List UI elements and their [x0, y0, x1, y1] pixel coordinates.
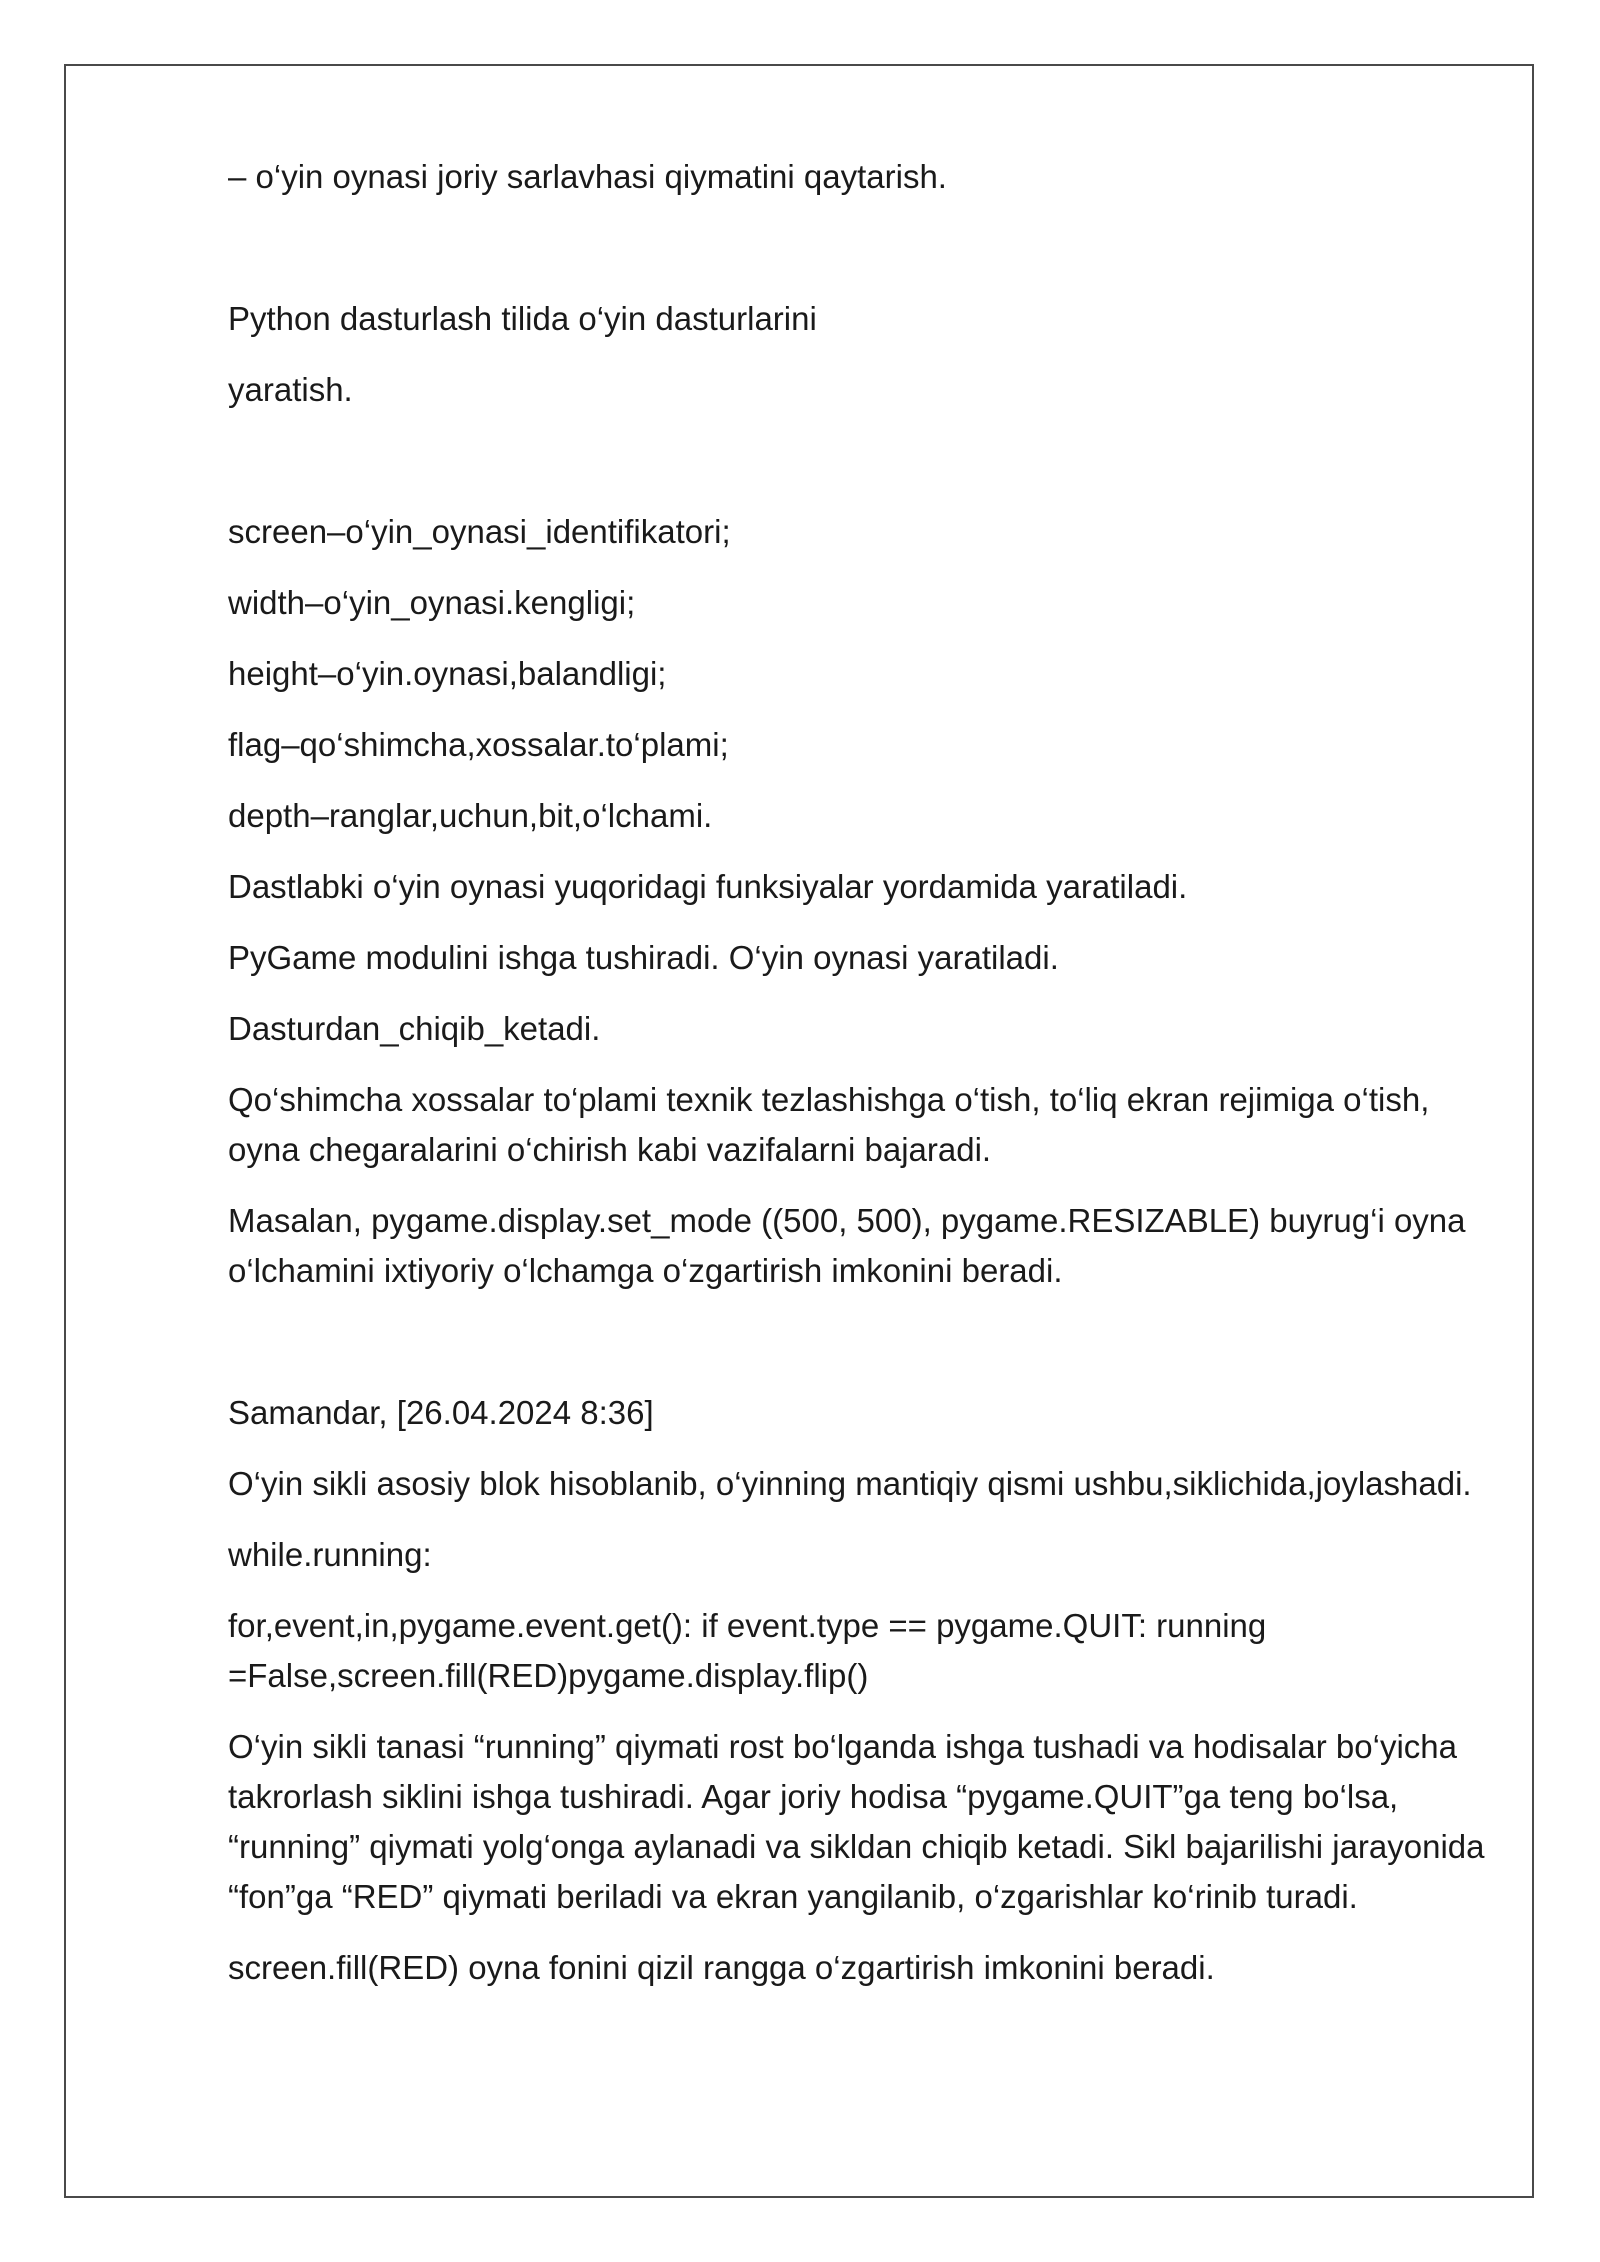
paragraph: flag–qo‘shimcha,xossalar.to‘plami; [228, 726, 729, 763]
paragraph: yaratish. [228, 371, 353, 408]
paragraph: – o‘yin oynasi joriy sarlavhasi qiymatini qaytarish. [228, 158, 947, 195]
paragraph: Dastlabki o‘yin oynasi yuqoridagi funksiyalar yordamida yaratiladi. [228, 868, 1188, 905]
document-body [228, 152, 1488, 2014]
paragraph: Dasturdan_chiqib_ketadi. [228, 1010, 601, 1047]
paragraph: screen.fill(RED) oyna fonini qizil rangga o‘zgartirish imkonini beradi. [228, 1949, 1215, 1986]
paragraph: Samandar, [26.04.2024 8:36] [228, 1394, 654, 1431]
paragraph-spacer [228, 223, 1488, 294]
paragraph: depth–ranglar,uchun,bit,o‘lchami. [228, 797, 713, 834]
paragraph: screen–o‘yin_oynasi_identifikatori; [228, 513, 731, 550]
paragraph: O‘yin sikli tanasi “running” qiymati rost bo‘lganda ishga tushadi va hodisalar bo‘yicha takrorlash siklini ishga tushiradi. Agar joriy hodisa “pygame.QUIT”ga teng bo‘lsa, “running” qiymati yolg‘onga aylanadi va sikldan chiqib ketadi. Sikl bajarilishi jarayonida “fon”ga “RED” qiymati beriladi va ekran yangilanib, o‘zgarishlar ko‘rinib turadi. [228, 1728, 1485, 1915]
paragraph: Python dasturlash tilida o‘yin dasturlarini [228, 300, 817, 337]
paragraph-spacer [228, 1317, 1488, 1388]
paragraph: for,event,in,pygame.event.get(): if event.type == pygame.QUIT: running =False,screen.fill(RED)pygame.display.flip() [228, 1607, 1267, 1694]
paragraph: Masalan, pygame.display.set_mode ((500, 500), pygame.RESIZABLE) buyrug‘i oyna o‘lchamini ixtiyoriy o‘lchamga o‘zgartirish imkonini beradi. [228, 1202, 1466, 1289]
paragraph: Qo‘shimcha xossalar to‘plami texnik tezlashishga o‘tish, to‘liq ekran rejimiga o‘tish, oyna chegaralarini o‘chirish kabi vazifalarni bajaradi. [228, 1081, 1430, 1168]
paragraph: O‘yin sikli asosiy blok hisoblanib, o‘yinning mantiqiy qismi ushbu,siklichida,joylashadi. [228, 1465, 1472, 1502]
paragraph: while.running: [228, 1536, 432, 1573]
paragraph: height–o‘yin.oynasi,balandligi; [228, 655, 667, 692]
paragraph: PyGame modulini ishga tushiradi. O‘yin oynasi yaratiladi. [228, 939, 1059, 976]
paragraph-spacer [228, 436, 1488, 507]
paragraph: width–o‘yin_oynasi.kengligi; [228, 584, 636, 621]
